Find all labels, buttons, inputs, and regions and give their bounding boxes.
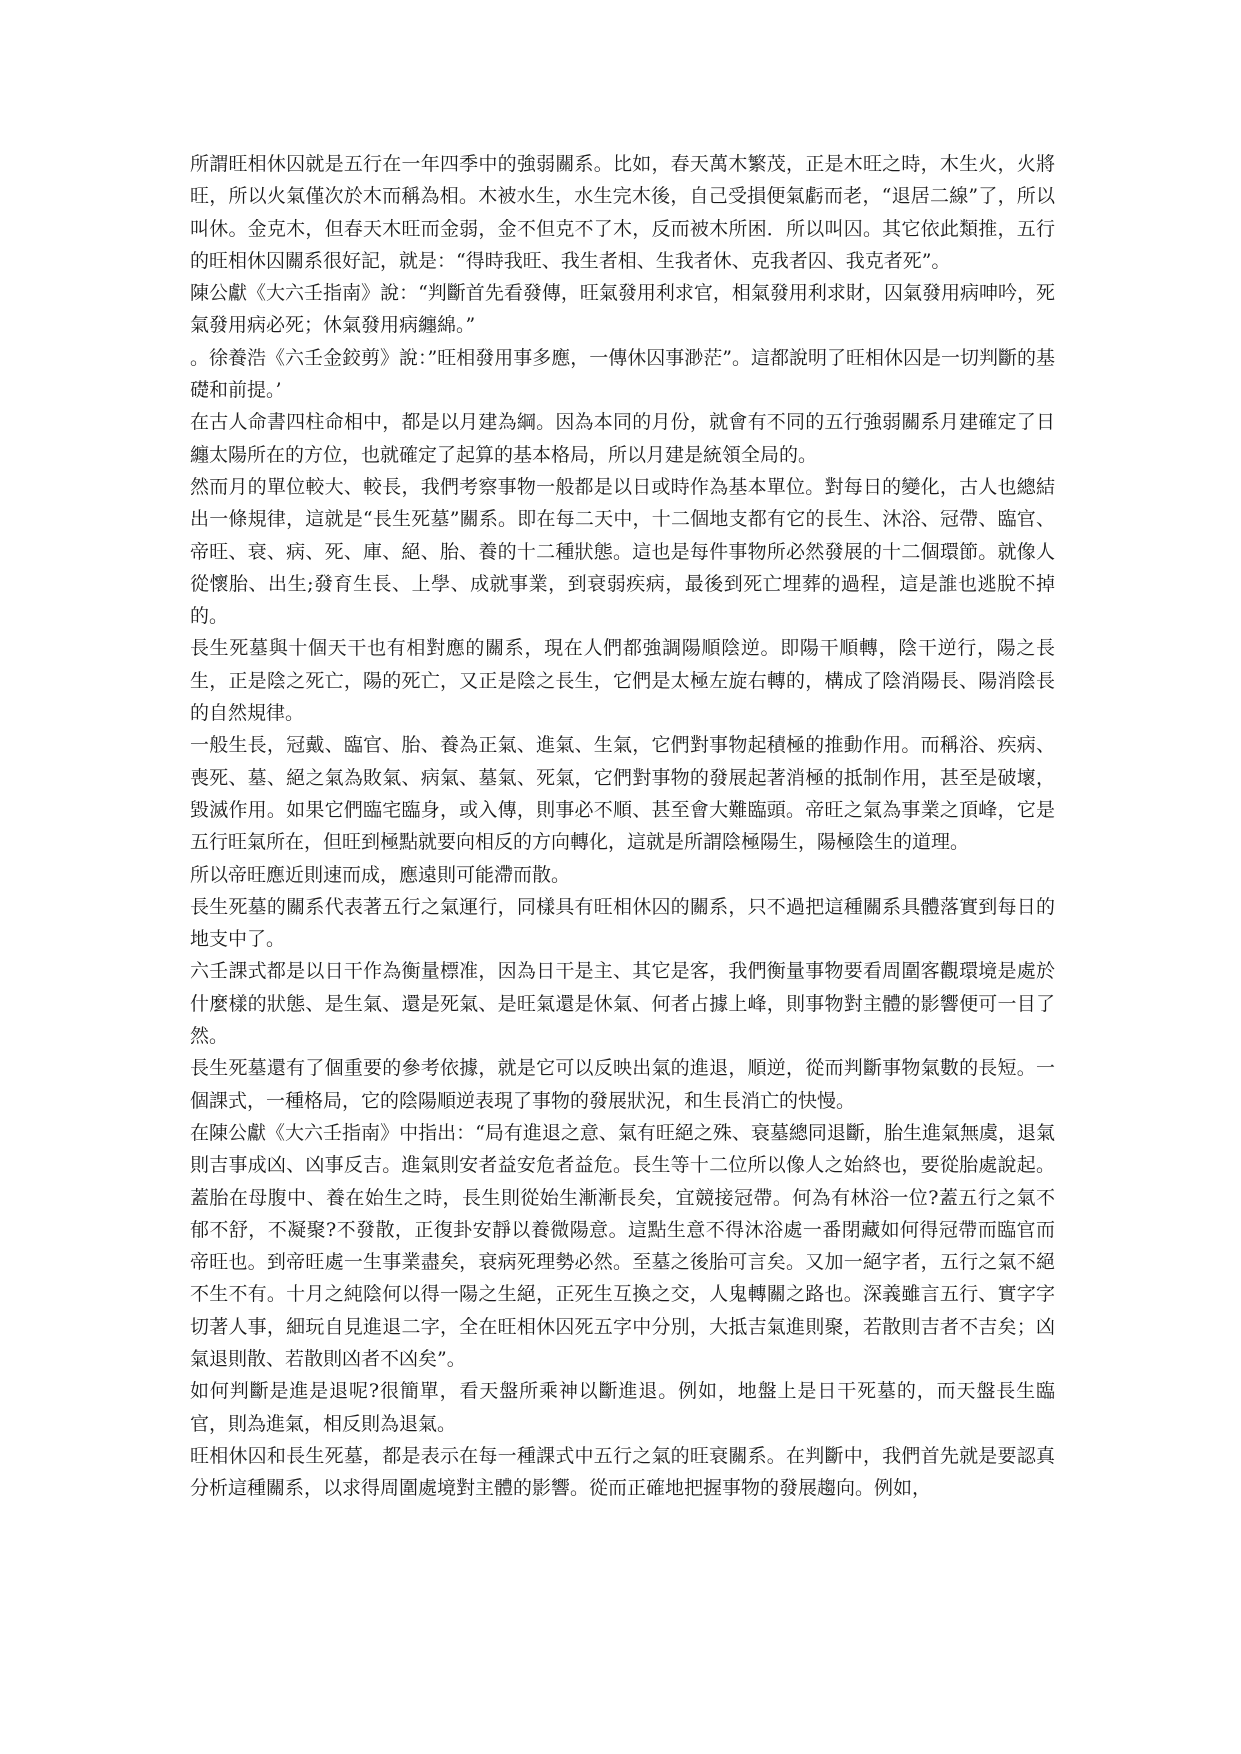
paragraph: 六壬課式都是以日干作為衡量標准，因為日干是主、其它是客，我們衡量事物要看周圍客觀環境是處於什麼樣的狀態、是生氣、還是死氣、是旺氣還是休氣、何者占據上峰，則事物對主體的影響便可一目了然。 — [190, 960, 1055, 1048]
paragraph: 在古人命書四柱命相中，都是以月建為綱。因為本同的月份，就會有不同的五行強弱關系月建確定了日纏太陽所在的方位，也就確定了起算的基本格局，所以月建是統領全局的。 — [190, 411, 1055, 466]
paragraph: 一般生長，冠戴、臨官、胎、養為正氣、進氣、生氣，它們對事物起積極的推動作用。而稱浴、疾病、喪死、墓、絕之氣為敗氣、病氣、墓氣、死氣，它們對事物的發展起著消極的抵制作用，甚至是破壞，毀滅作用。如果它們臨宅臨身，或入傳，則事必不順、甚至會大難臨頭。帝旺之氣為事業之頂峰，它是五行旺氣所在，但旺到極點就要向相反的方向轉化，這就是所謂陰極陽生，陽極陰生的道理。 — [190, 734, 1055, 854]
paragraph: 在陳公獻《大六壬指南》中指出：“局有進退之意、氣有旺絕之殊、衰墓總同退斷，胎生進氣無虞，退氣則吉事成凶、凶事反吉。進氣則安者益安危者益危。長生等十二位所以像人之始終也，要從胎處說起。蓋胎在母腹中、養在始生之時，長生則從始生漸漸長矣，宜競接冠帶。何為有林浴一位?蓋五行之氣不郁不舒，不凝聚?不發散，正復卦安靜以養微陽意。這點生意不得沐浴處一番閉藏如何得冠帶而臨官而帝旺也。到帝旺處一生事業盡矣，衰病死理勢必然。至墓之後胎可言矣。又加一絕字者，五行之氣不絕不生不有。十月之純陰何以得一陽之生絕，正死生互換之交，人鬼轉關之路也。深義雖言五行、實字字切著人事，細玩自見進退二字，全在旺相休囚死五字中分別，大抵吉氣進則聚，若散則吉者不吉矣；凶氣退則散、若散則凶者不凶矣”。 — [190, 1121, 1055, 1370]
paragraph: 如何判斷是進是退呢?很簡單，看天盤所乘神以斷進退。例如，地盤上是日干死墓的，而天盤長生臨官，則為進氣，相反則為退氣。 — [190, 1380, 1055, 1435]
paragraph: 長生死墓還有了個重要的參考依據，就是它可以反映出氣的進退，順逆，從而判斷事物氣數的長短。一個課式，一種格局，它的陰陽順逆表現了事物的發展狀況，和生長消亡的快慢。 — [190, 1057, 1055, 1112]
paragraph: 然而月的單位較大、較長，我們考察事物一般都是以日或時作為基本單位。對每日的變化，古人也總結出一條規律，這就是“長生死墓”關系。即在每二天中，十二個地支都有它的長生、沐浴、冠帶、臨官、帝旺、衰、病、死、庫、絕、胎、養的十二種狀態。這也是每件事物所必然發展的十二個環節。就像人從懷胎、出生;發育生長、上學、成就事業，到衰弱疾病，最後到死亡埋葬的過程，這是誰也逃脫不掉的。 — [190, 475, 1055, 628]
paragraph: 陳公獻《大六壬指南》說：“判斷首先看發傳，旺氣發用利求官，相氣發用利求財，囚氣發用病呻吟，死氣發用病必死；休氣發用病纏綿。” — [190, 282, 1055, 337]
paragraph: 長生死墓的關系代表著五行之氣運行，同樣具有旺相休囚的關系，只不過把這種關系具體落實到每日的地支中了。 — [190, 895, 1055, 951]
paragraph: 所以帝旺應近則速而成，應遠則可能滯而散。 — [190, 863, 571, 886]
paragraph: 。徐養浩《六壬金鉸剪》說：”旺相發用事多應，一傳休囚事渺茫”。這都說明了旺相休囚是一切判斷的基礎和前提。’ — [190, 346, 1055, 402]
paragraph: 旺相休囚和長生死墓，都是表示在每一種課式中五行之氣的旺衰關系。在判斷中，我們首先就是要認真分析這種關系，以求得周圍處境對主體的影響。從而正確地把握事物的發展趨向。例如， — [190, 1444, 1055, 1500]
paragraph: 所謂旺相休囚就是五行在一年四季中的強弱關系。比如，春天萬木繁茂，正是木旺之時，木生火，火將旺，所以火氣僅次於木而稱為相。木被水生，水生完木後，自己受損便氣虧而老，“退居二線”了，所以叫休。金克木，但春天木旺而金弱，金不但克不了木，反而被木所困．所以叫囚。其它依此類推，五行的旺相休囚關系很好記，就是：“得時我旺、我生者相、生我者休、克我者囚、我克者死”。 — [190, 153, 1055, 272]
paragraph: 長生死墓與十個天干也有相對應的關系，現在人們都強調陽順陰逆。即陽干順轉，陰干逆行，陽之長生，正是陰之死亡，陽的死亡，又正是陰之長生，它們是太極左旋右轉的，構成了陰消陽長、陽消陰長的自然規律。 — [190, 637, 1055, 725]
document-page — [190, 148, 1055, 1504]
